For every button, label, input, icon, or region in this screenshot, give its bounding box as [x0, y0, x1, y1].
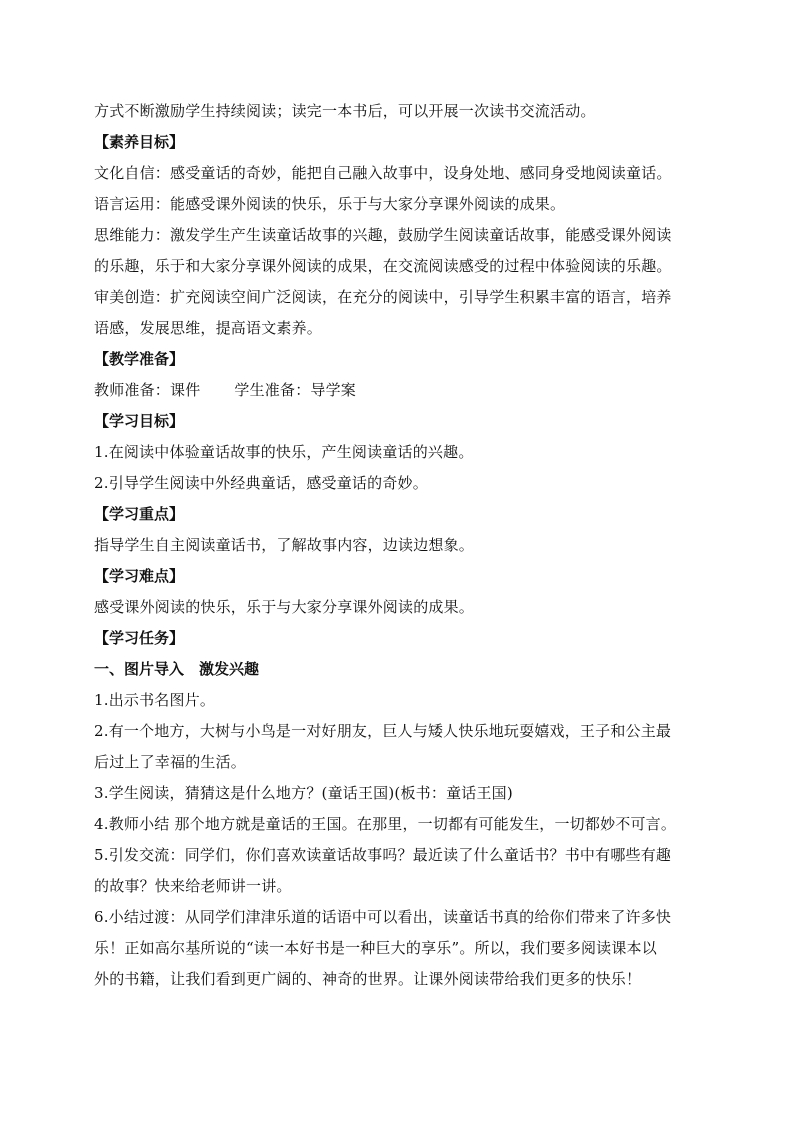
paragraph-line: 2.有一个地方，大树与小鸟是一对好朋友，巨人与矮人快乐地玩耍嬉戏，王子和公主最 [94, 722, 672, 740]
paragraph-line: 的故事？快来给老师讲一讲。 [94, 877, 292, 895]
subsection-heading-picture-intro: 一、图片导入 激发兴趣 [94, 660, 260, 678]
paragraph-line: 乐！正如高尔基所说的“读一本好书是一种巨大的享乐”。所以，我们要多阅读课本以 [94, 939, 657, 957]
student-prep: 学生准备：导学案 [234, 381, 357, 399]
paragraph-line: 的乐趣，乐于和大家分享课外阅读的成果，在交流阅读感受的过程中体验阅读的乐趣。 [94, 257, 672, 275]
teacher-prep: 教师准备：课件 [94, 381, 201, 399]
prep-line [94, 375, 700, 406]
paragraph-line: 5.引发交流：同学们，你们喜欢读童话故事吗？最近读了什么童话书？书中有哪些有趣 [94, 846, 672, 864]
paragraph-line: 1.在阅读中体验童话故事的快乐，产生阅读童话的兴趣。 [94, 443, 474, 461]
section-heading-learning-tasks: 【学习任务】 [94, 629, 185, 647]
section-heading-difficulties: 【学习难点】 [94, 567, 185, 585]
paragraph-line: 审美创造：扩充阅读空间广泛阅读，在充分的阅读中，引导学生积累丰富的语言，培养 [94, 288, 672, 306]
section-heading-learning-goals: 【学习目标】 [94, 412, 185, 430]
paragraph-line: 1.出示书名图片。 [94, 691, 216, 709]
paragraph-line: 思维能力：激发学生产生读童话故事的兴趣，鼓励学生阅读童话故事，能感受课外阅读 [94, 226, 672, 244]
paragraph-line: 指导学生自主阅读童话书，了解故事内容，边读边想象。 [94, 536, 475, 554]
paragraph-line: 语感，发展思维，提高语文素养。 [94, 319, 323, 337]
paragraph-line: 2.引导学生阅读中外经典童话，感受童话的奇妙。 [94, 474, 428, 492]
paragraph-line: 6.小结过渡：从同学们津津乐道的话语中可以看出，读童话书真的给你们带来了许多快 [94, 908, 672, 926]
paragraph-line: 方式不断激励学生持续阅读；读完一本书后，可以开展一次读书交流活动。 [94, 102, 596, 120]
paragraph-line: 外的书籍，让我们看到更广阔的、神奇的世界。让课外阅读带给我们更多的快乐！ [94, 970, 642, 988]
section-heading-key-points: 【学习重点】 [94, 505, 185, 523]
paragraph-line: 3.学生阅读，猜猜这是什么地方？(童话王国)(板书：童话王国) [94, 784, 513, 802]
paragraph-line: 感受课外阅读的快乐，乐于与大家分享课外阅读的成果。 [94, 598, 475, 616]
section-heading-teaching-prep: 【教学准备】 [94, 350, 185, 368]
section-heading-literacy-goals: 【素养目标】 [94, 133, 185, 151]
paragraph-line: 文化自信：感受童话的奇妙，能把自己融入故事中，设身处地、感同身受地阅读童话。 [94, 164, 672, 182]
paragraph-line: 4.教师小结 那个地方就是童话的王国。在那里，一切都有可能发生，一切都妙不可言。 [94, 815, 677, 833]
paragraph-line: 语言运用：能感受课外阅读的快乐，乐于与大家分享课外阅读的成果。 [94, 195, 566, 213]
paragraph-line: 后过上了幸福的生活。 [94, 753, 247, 771]
